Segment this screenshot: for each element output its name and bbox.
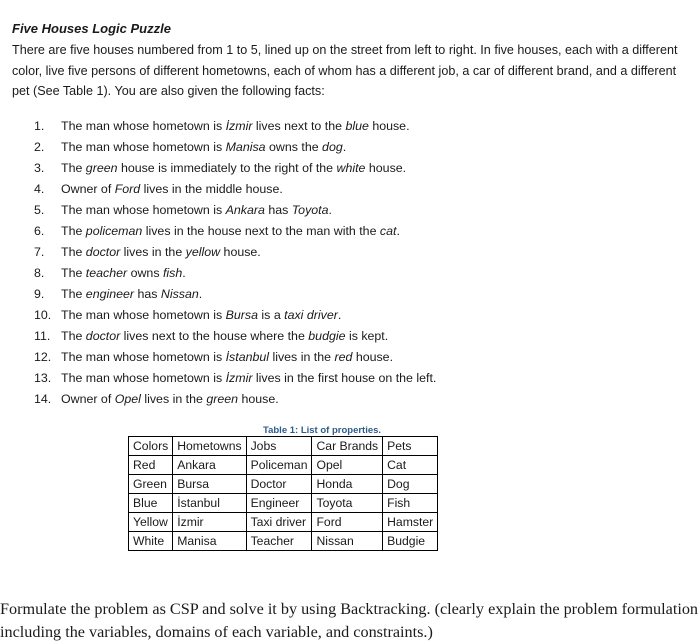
table-cell: İstanbul xyxy=(173,494,246,513)
table-cell: White xyxy=(129,532,173,551)
table-caption: Table 1: List of properties. xyxy=(263,425,382,436)
fact-item: 13. The man whose hometown is İzmir lives in the first house on the left. xyxy=(34,371,437,385)
facts-list xyxy=(34,116,436,410)
fact-item: 12. The man whose hometown is İstanbul lives in the red house. xyxy=(34,350,394,364)
table-cell: Ankara xyxy=(173,456,246,475)
table-cell: Bursa xyxy=(173,475,246,494)
fact-item: 5. The man whose hometown is Ankara has Toyota. xyxy=(34,203,332,217)
table-row xyxy=(129,456,438,475)
puzzle-title: Five Houses Logic Puzzle xyxy=(12,21,171,36)
table-cell: Yellow xyxy=(129,513,173,532)
table-cell: Engineer xyxy=(246,494,312,513)
table-cell: Dog xyxy=(383,475,438,494)
fact-item: 2. The man whose hometown is Manisa owns the dog. xyxy=(34,140,347,154)
column-header: Jobs xyxy=(246,437,312,456)
table-cell: İzmir xyxy=(173,513,246,532)
table-cell: Policeman xyxy=(246,456,312,475)
puzzle-intro: There are five houses numbered from 1 to 5, lined up on the street from left to right. In five houses, each with a different color, live five persons of different hometowns, each of whom has a different job, a car of different brand, and a different pet (See Table 1). You are also given the following facts: xyxy=(12,43,678,98)
column-header: Car Brands xyxy=(312,437,383,456)
column-header: Colors xyxy=(129,437,173,456)
table-row xyxy=(129,475,438,494)
table-cell: Teacher xyxy=(246,532,312,551)
table-row xyxy=(129,532,438,551)
table-cell: Honda xyxy=(312,475,383,494)
fact-item: 10. The man whose hometown is Bursa is a taxi driver. xyxy=(34,308,342,322)
fact-item: 9. The engineer has Nissan. xyxy=(34,287,203,301)
column-header: Pets xyxy=(383,437,438,456)
fact-item: 14. Owner of Opel lives in the green house. xyxy=(34,392,279,406)
table-cell: Ford xyxy=(312,513,383,532)
table-row xyxy=(129,494,438,513)
properties-table xyxy=(128,436,438,551)
table-cell: Budgie xyxy=(383,532,438,551)
fact-item: 3. The green house is immediately to the right of the white house. xyxy=(34,161,407,175)
fact-item: 7. The doctor lives in the yellow house. xyxy=(34,245,261,259)
fact-item: 8. The teacher owns fish. xyxy=(34,266,186,280)
table-cell: Nissan xyxy=(312,532,383,551)
table-cell: Manisa xyxy=(173,532,246,551)
column-header: Hometowns xyxy=(173,437,246,456)
table-cell: Opel xyxy=(312,456,383,475)
table-cell: Blue xyxy=(129,494,173,513)
fact-item: 4. Owner of Ford lives in the middle house. xyxy=(34,182,283,196)
assignment-question: Formulate the problem as CSP and solve it by using Backtracking. (clearly explain the problem formulation including the variables, domains of each variable, and constraints.) xyxy=(0,600,699,641)
table-cell: Green xyxy=(129,475,173,494)
table-cell: Cat xyxy=(383,456,438,475)
table-cell: Fish xyxy=(383,494,438,513)
table-cell: Doctor xyxy=(246,475,312,494)
table-cell: Red xyxy=(129,456,173,475)
table-cell: Hamster xyxy=(383,513,438,532)
table-cell: Taxi driver xyxy=(246,513,312,532)
fact-item: 11. The doctor lives next to the house where the budgie is kept. xyxy=(34,329,389,343)
table-cell: Toyota xyxy=(312,494,383,513)
table-header-row xyxy=(129,437,438,456)
fact-item: 1. The man whose hometown is İzmir lives next to the blue house. xyxy=(34,119,410,133)
table-row xyxy=(129,513,438,532)
fact-item: 6. The policeman lives in the house next to the man with the cat. xyxy=(34,224,400,238)
